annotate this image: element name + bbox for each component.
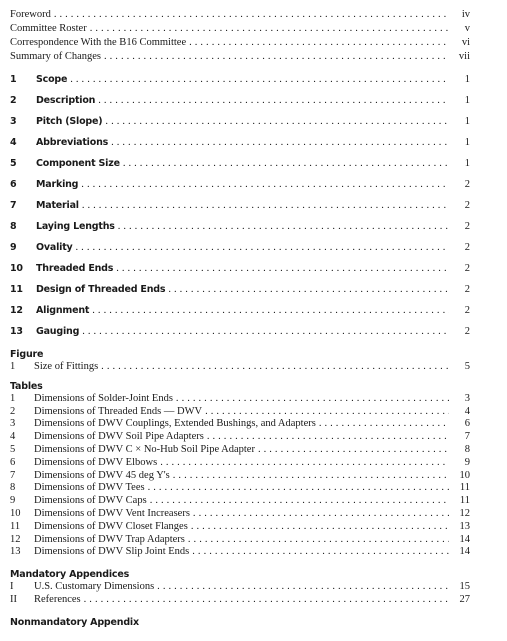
page-number: 1 — [464, 95, 470, 106]
page-number: vi — [461, 37, 470, 48]
page-number: iv — [461, 9, 470, 20]
dot-leader — [101, 361, 449, 374]
entry-title: Dimensions of DWV Caps — [34, 495, 147, 507]
section-entry[interactable] — [10, 69, 470, 90]
page-number: 2 — [464, 326, 470, 337]
entry-number: 7 — [10, 200, 17, 211]
figures-list — [10, 361, 470, 374]
dot-leader — [176, 393, 449, 406]
dot-leader — [173, 470, 449, 483]
page-number: 3 — [464, 392, 470, 404]
entry-title: Design of Threaded Ends — [36, 284, 166, 295]
entry-number: 3 — [10, 116, 17, 127]
front-matter-list — [10, 8, 470, 64]
dot-leader — [188, 534, 449, 547]
tables-list — [10, 393, 470, 559]
dot-leader — [205, 406, 449, 419]
entry-title: Dimensions of DWV Closet Flanges — [34, 520, 188, 532]
entry-title: Foreword — [10, 9, 51, 20]
entry-number: 2 — [10, 95, 17, 106]
entry-title: Dimensions of DWV 45 deg Y's — [34, 469, 170, 481]
dot-leader — [105, 111, 449, 132]
page-number: 2 — [464, 242, 470, 253]
dot-leader — [82, 321, 449, 342]
nonmandatory-appendix-heading: Nonmandatory Appendix — [10, 616, 139, 628]
entry-number: 10 — [10, 507, 21, 519]
dot-leader — [92, 300, 449, 321]
front-matter-entry[interactable] — [10, 36, 470, 50]
entry-title: Scope — [36, 74, 68, 85]
page-number: 11 — [459, 495, 470, 507]
page-number: 1 — [464, 137, 470, 148]
entry-title: Correspondence With the B16 Committee — [10, 37, 187, 48]
mandatory-appendices-list — [10, 581, 470, 607]
page-number: 2 — [464, 305, 470, 316]
dot-leader — [111, 132, 449, 153]
dot-leader — [207, 431, 449, 444]
entry-number: 4 — [10, 137, 17, 148]
tables-heading: Tables — [10, 380, 43, 392]
entry-title: Dimensions of Threaded Ends — DWV — [34, 405, 203, 417]
entry-number: 1 — [10, 392, 16, 404]
entry-title: Material — [36, 200, 79, 211]
entry-number: 13 — [10, 546, 21, 558]
entry-number: 8 — [10, 221, 17, 232]
page-number: 2 — [464, 221, 470, 232]
page-number: 13 — [459, 520, 470, 532]
entry-title: Marking — [36, 179, 79, 190]
entry-number: 9 — [10, 242, 17, 253]
page-number: 10 — [459, 469, 470, 481]
entry-title: Dimensions of DWV Slip Joint Ends — [34, 546, 190, 558]
entry-number: 6 — [10, 179, 17, 190]
page-number: 27 — [459, 593, 470, 605]
section-entry[interactable] — [10, 174, 470, 195]
section-entry[interactable] — [10, 279, 470, 300]
table-entry[interactable] — [10, 508, 470, 521]
section-entry[interactable] — [10, 90, 470, 111]
entry-number: 2 — [10, 405, 16, 417]
dot-leader — [84, 594, 449, 607]
table-entry[interactable] — [10, 444, 470, 457]
table-entry[interactable] — [10, 482, 470, 495]
section-entry[interactable] — [10, 195, 470, 216]
front-matter-entry[interactable] — [10, 22, 470, 36]
page-number: 14 — [459, 546, 470, 558]
entry-number: II — [10, 593, 17, 605]
entry-number: 12 — [10, 305, 23, 316]
dot-leader — [258, 444, 449, 457]
entry-title: Committee Roster — [10, 23, 87, 34]
entry-number: 5 — [10, 443, 16, 455]
section-entry[interactable] — [10, 237, 470, 258]
entry-number: 3 — [10, 418, 16, 430]
dot-leader — [76, 237, 449, 258]
entry-number: I — [10, 581, 14, 593]
entry-title: Dimensions of DWV Soil Pipe Adapters — [34, 431, 204, 443]
page-number: 14 — [459, 533, 470, 545]
entry-number: 7 — [10, 469, 16, 481]
appendix-entry[interactable] — [10, 581, 470, 594]
section-entry[interactable] — [10, 258, 470, 279]
dot-leader — [118, 216, 449, 237]
entry-title: References — [34, 593, 81, 605]
entry-title: Dimensions of DWV Elbows — [34, 456, 158, 468]
dot-leader — [189, 36, 449, 50]
entry-number: 11 — [10, 284, 23, 295]
page-number: 15 — [459, 581, 470, 593]
page-number: 1 — [464, 116, 470, 127]
page-number: 8 — [464, 443, 470, 455]
entry-number: 12 — [10, 533, 21, 545]
table-entry[interactable] — [10, 457, 470, 470]
entry-title: Dimensions of DWV Vent Increasers — [34, 507, 190, 519]
mandatory-appendices-heading: Mandatory Appendices — [10, 569, 130, 581]
dot-leader — [104, 50, 449, 64]
section-entry[interactable] — [10, 321, 470, 342]
dot-leader — [160, 457, 449, 470]
entry-title: Dimensions of DWV C × No-Hub Soil Pipe Adapter — [34, 443, 255, 455]
entry-title: Summary of Changes — [10, 51, 101, 62]
dot-leader — [148, 482, 449, 495]
page-number: 4 — [464, 405, 470, 417]
entry-title: Dimensions of DWV Couplings, Extended Bushings, and Adapters — [34, 418, 316, 430]
entry-title: Laying Lengths — [36, 221, 115, 232]
entry-title: U.S. Customary Dimensions — [34, 581, 155, 593]
page-number: v — [464, 23, 470, 34]
entry-title: Abbreviations — [36, 137, 109, 148]
page-number: 2 — [464, 200, 470, 211]
table-entry[interactable] — [10, 495, 470, 508]
front-matter-entry[interactable] — [10, 8, 470, 22]
section-entry[interactable] — [10, 111, 470, 132]
dot-leader — [90, 22, 449, 36]
entry-number: 6 — [10, 456, 16, 468]
table-entry[interactable] — [10, 546, 470, 559]
page-number: 12 — [459, 507, 470, 519]
table-entry[interactable] — [10, 534, 470, 547]
appendix-entry[interactable] — [10, 594, 470, 607]
entry-number: 1 — [10, 361, 16, 372]
dot-leader — [123, 153, 449, 174]
entry-number: 9 — [10, 495, 16, 507]
page-number: 2 — [464, 284, 470, 295]
entry-title: Threaded Ends — [36, 263, 114, 274]
entry-number: 13 — [10, 326, 23, 337]
entry-number: 1 — [10, 74, 17, 85]
entry-number: 8 — [10, 482, 16, 494]
page-number: 5 — [464, 361, 470, 372]
page-number: vii — [458, 51, 470, 62]
table-entry[interactable] — [10, 521, 470, 534]
dot-leader — [192, 546, 449, 559]
dot-leader — [157, 581, 449, 594]
table-entry[interactable] — [10, 470, 470, 483]
page-number: 7 — [464, 431, 470, 443]
dot-leader — [81, 174, 449, 195]
entry-title: Alignment — [36, 305, 90, 316]
page-number: 2 — [464, 263, 470, 274]
dot-leader — [150, 495, 449, 508]
sections-list — [10, 69, 470, 342]
section-entry[interactable] — [10, 300, 470, 321]
dot-leader — [193, 508, 449, 521]
entry-title: Dimensions of DWV Trap Adapters — [34, 533, 185, 545]
dot-leader — [319, 418, 449, 431]
front-matter-entry[interactable] — [10, 50, 470, 64]
entry-title: Size of Fittings — [34, 361, 99, 372]
dot-leader — [54, 8, 449, 22]
figure-heading: Figure — [10, 349, 44, 360]
dot-leader — [70, 69, 449, 90]
dot-leader — [191, 521, 449, 534]
page-number: 1 — [464, 74, 470, 85]
entry-title: Dimensions of DWV Tees — [34, 482, 145, 494]
page-number: 6 — [464, 418, 470, 430]
table-of-contents — [10, 8, 470, 629]
entry-number: 10 — [10, 263, 23, 274]
page-number: 2 — [464, 179, 470, 190]
entry-number: 5 — [10, 158, 17, 169]
page-number: 9 — [464, 456, 470, 468]
entry-title: Ovality — [36, 242, 73, 253]
dot-leader — [98, 90, 449, 111]
entry-title: Dimensions of Solder-Joint Ends — [34, 392, 173, 404]
entry-title: Gauging — [36, 326, 80, 337]
dot-leader — [116, 258, 449, 279]
section-entry[interactable] — [10, 216, 470, 237]
table-entry[interactable] — [10, 431, 470, 444]
dot-leader — [82, 195, 449, 216]
entry-title: Description — [36, 95, 96, 106]
table-entry[interactable] — [10, 393, 470, 406]
section-entry[interactable] — [10, 153, 470, 174]
table-entry[interactable] — [10, 406, 470, 419]
table-entry[interactable] — [10, 418, 470, 431]
entry-number: 11 — [10, 520, 21, 532]
entry-title: Component Size — [36, 158, 120, 169]
page-number: 1 — [464, 158, 470, 169]
entry-title: Pitch (Slope) — [36, 116, 103, 127]
section-entry[interactable] — [10, 132, 470, 153]
figure-entry[interactable] — [10, 361, 470, 374]
dot-leader — [168, 279, 449, 300]
page-number: 11 — [459, 482, 470, 494]
entry-number: 4 — [10, 431, 16, 443]
